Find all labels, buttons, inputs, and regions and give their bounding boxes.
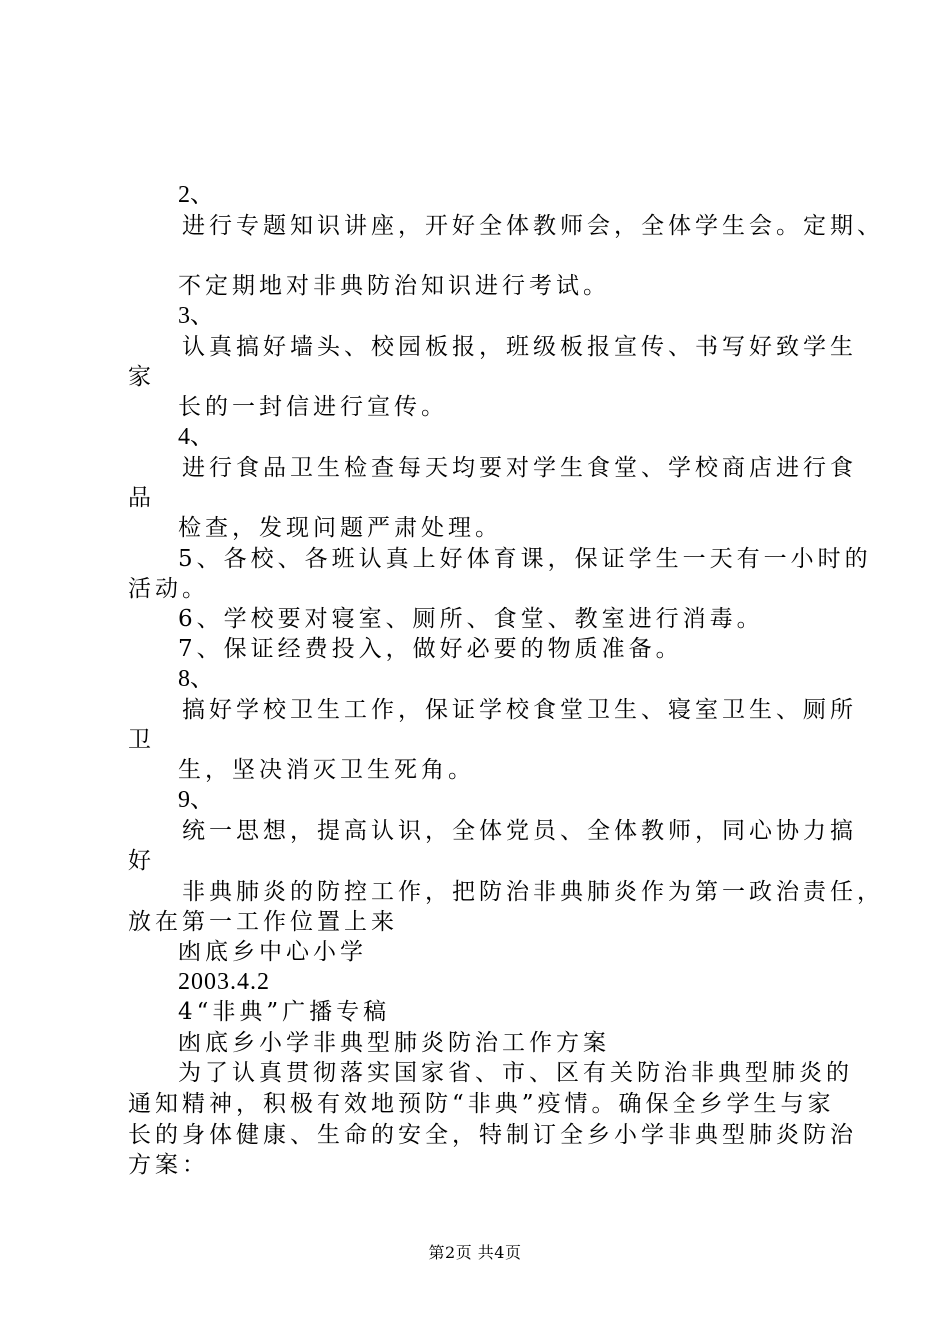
- list-number-8: 8、: [178, 666, 214, 692]
- text-line: 为了认真贯彻落实国家省、市、区有关防治非典型肺炎的: [178, 1060, 853, 1086]
- text-line: 生，坚决消灭卫生死角。: [178, 757, 475, 783]
- text-line: 进行食品卫生检查每天均要对学生食堂、学校商店进行食: [182, 455, 857, 481]
- text-line: 品: [128, 485, 155, 511]
- page-footer: 第2页 共4页: [428, 1243, 522, 1262]
- document-title: 凼底乡小学非典型肺炎防治工作方案: [178, 1030, 610, 1056]
- text-line: 长的身体健康、生命的安全，特制订全乡小学非典型肺炎防治: [128, 1122, 857, 1148]
- text-line: 长的一封信进行宣传。: [178, 394, 448, 420]
- text-line: 家: [128, 364, 155, 390]
- signature-school: 凼底乡中心小学: [178, 939, 367, 965]
- text-line: 通知精神，积极有效地预防“非典”疫情。确保全乡学生与家: [128, 1091, 835, 1117]
- text-line: 认真搞好墙头、校园板报，班级板报宣传、书写好致学生: [182, 334, 857, 360]
- text-line: 活动。: [128, 576, 209, 602]
- list-number-3: 3、: [178, 303, 214, 329]
- signature-date: 2003.4.2: [178, 969, 270, 995]
- text-line: 6、学校要对寝室、厕所、食堂、教室进行消毒。: [178, 606, 764, 632]
- text-line: 放在第一工作位置上来: [128, 909, 398, 935]
- list-number-9: 9、: [178, 787, 214, 813]
- text-line: 搞好学校卫生工作，保证学校食堂卫生、寝室卫生、厕所: [182, 697, 857, 723]
- text-line: 检查，发现问题严肃处理。: [178, 515, 502, 541]
- text-line: 7、保证经费投入，做好必要的物质准备。: [178, 636, 683, 662]
- text-line: 非典肺炎的防控工作，把防治非典肺炎作为第一政治责任，: [182, 879, 884, 905]
- text-line: 方案：: [128, 1152, 209, 1178]
- text-line: 进行专题知识讲座，开好全体教师会，全体学生会。定期、: [182, 213, 884, 239]
- text-line: 5、各校、各班认真上好体育课，保证学生一天有一小时的: [178, 546, 872, 572]
- text-line: 统一思想，提高认识，全体党员、全体教师，同心协力搞: [182, 818, 857, 844]
- list-number-2: 2、: [178, 182, 214, 208]
- list-number-4: 4、: [178, 424, 214, 450]
- text-line: 卫: [128, 727, 155, 753]
- section-heading: 4“非典”广播专稿: [178, 999, 391, 1025]
- text-line: 不定期地对非典防治知识进行考试。: [178, 273, 610, 299]
- text-line: 好: [128, 848, 155, 874]
